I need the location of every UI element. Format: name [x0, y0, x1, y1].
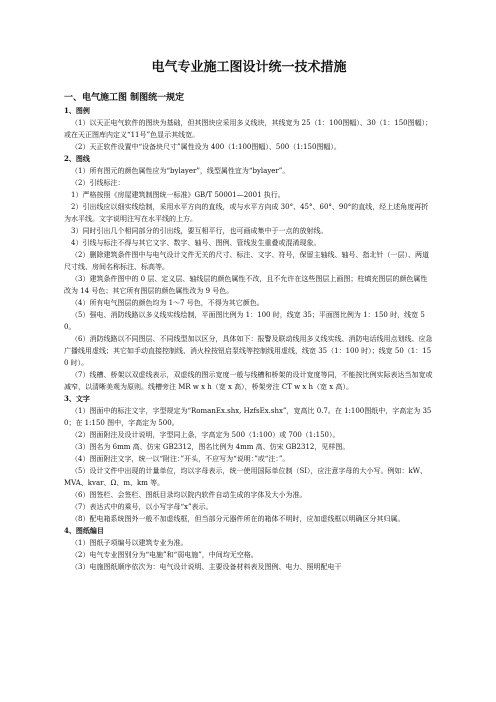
paragraph: （2）删除建筑条件图中与电气设计文件无关的尺寸、标注、文字、符号，保留主轴线、轴号、指北针（一层）、两道尺寸线、房间名称标注、标高等。 — [64, 251, 429, 271]
paragraph: （6）消防线路以不同图层、不同线型加以区分，具体如下：报警及联动线用多义线实线、消防电话线用点划线、应急广播线用虚线；其它如手动直接控制线、消火栓按钮启泵线等控制线用虚线，线宽 35（1：100 时）；线宽 50（1：150 时）。 — [64, 335, 433, 367]
paragraph: （5）设计文件中出现的计量单位，均以字母表示，统一使用国际单位制（SI），应注意字母的大小写。例如：kW、MVA、kvar、Ω、m、km 等。 — [64, 467, 427, 487]
subsection-heading-lines: 2、图线 — [64, 154, 90, 163]
paragraph: （2）引线标注： — [71, 179, 125, 187]
paragraph: 2）引出线应以细实线绘制，采用水平方向的直线，或与水平方向成 30°、45°、60°、90°的直线，经上述角度再折为水平线。文字说明注写在水平线的上方。 — [64, 203, 429, 223]
paragraph: （7）线槽、桥架以双虚线表示，双虚线的图示宽度一般与线槽和桥架的设计宽度等同，不能按比例实际表达当加宽或减窄，以清晰美观为原则。线槽旁注 MR w x h（宽 x 高），桥架旁注 CT w x h（宽 x 高）。 — [64, 371, 433, 391]
paragraph: （6）图签栏、会签栏、图纸目录均以院内软件自动生成的字体及大小为准。 — [71, 491, 307, 499]
paragraph: （2）天正软件设置中“设备块尺寸”属性设为 400（1:100图幅）、500（1:150图幅）。 — [71, 143, 341, 151]
paragraph: 3）同时引出几个相同部分的引出线，要互相平行，也可画成集中于一点的放射线。 — [71, 227, 328, 235]
paragraph: （4）所有电气图层的颜色均为 1～7 号色，不得为其它颜色。 — [71, 299, 264, 307]
paragraph: 1）严格按照《房屋建筑制图统一标准》GB/T 50001—2001 执行。 — [71, 191, 285, 199]
paragraph: （1）图面中的标注文字，字型规定为“RomanEx.shx, HzfsEx.shx”，宽高比 0.7。在 1:100图纸中，字高定为 350；在 1:150 图中，字高定为 500。 — [64, 407, 432, 427]
paragraph: （3）电施图纸顺序依次为：电气设计说明、主要设备材料表及图例、电力、照明配电干 — [71, 563, 342, 571]
paragraph: （1）所有图元的颜色属性应为“bylayer”，线型属性宜为“bylayer”。 — [71, 167, 290, 175]
paragraph: （4）图面附注文字，统一以“附注：”开头，不应写为“说明：”或“注：”。 — [71, 455, 290, 463]
page-title: 电气专业施工图设计统一技术措施 — [151, 60, 347, 75]
paragraph: （2）电气专业图别分为“电施”和“弱电施”，中间均无空格。 — [71, 551, 258, 559]
paragraph: （8）配电箱系统图外一般不加虚线框，但当部分元器件所在的箱体不明时，应加虚线框以明确区分其归属。 — [71, 515, 405, 523]
paragraph: （1）图纸子项编号以建筑专业为准。 — [71, 539, 188, 547]
paragraph: 4）引线与标注不得与其它文字、数字、轴号、图例、管线发生重叠或混淆现象。 — [71, 239, 321, 247]
section-heading: 一、电气施工图 制图统一规定 — [64, 93, 185, 103]
paragraph: （7）表达式中的乘号，以小写字母“x”表示。 — [71, 503, 213, 511]
subsection-heading-text: 3、文字 — [64, 394, 90, 403]
paragraph: （5）强电、消防线路以多义线实线绘制，平面图比例为 1：100 时，线宽 35；平面图比例为 1：150 时，线宽 50。 — [64, 311, 425, 331]
paragraph: （2）图面附注及设计说明，字型同上条，字高定为 500（1:100）或 700（1:150）。 — [71, 431, 340, 439]
paragraph: （3）建筑条件图中的 0 层、定义层、轴线层的颜色属性不改，且不允许在这些图层上画图；柱填充图层的颜色属性改为 14 号色；其它所有图层的颜色属性改为 9 号色。 — [64, 275, 428, 295]
paragraph: （1）以天正电气软件的图块为基础，但其图块应采用多义线块，其线宽为 25（1：100图幅）、30（1：150图幅）；或在天正图库内定义“11号”色显示其线宽。 — [64, 119, 433, 139]
paragraph: （3）图名为 6mm 高、仿宋 GB2312，图名比例为 4mm 高、仿宋 GB2312，见样图。 — [71, 443, 350, 451]
subsection-heading-catalog: 4、图纸编目 — [64, 526, 104, 535]
subsection-heading-legend: 1、图例 — [64, 106, 90, 115]
